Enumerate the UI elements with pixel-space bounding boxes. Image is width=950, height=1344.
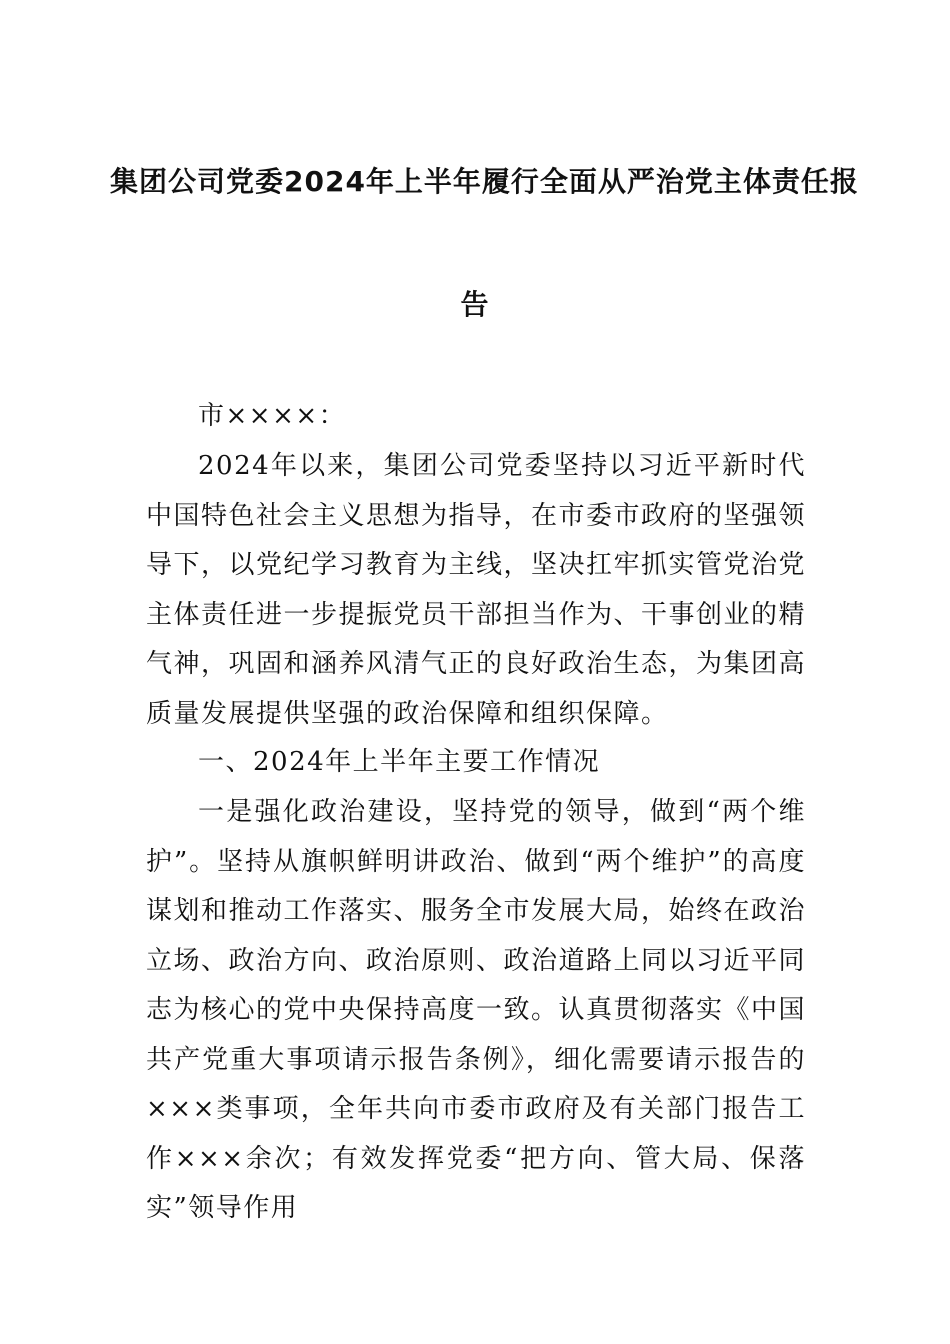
paragraph-political-building: 一是强化政治建设，坚持党的领导，做到“两个维护”。坚持从旗帜鲜明讲政治、做到“两个维护”的高度谋划和推动工作落实、服务全市发展大局，始终在政治立场、政治方向、政治原则、政治道路上同以习近平同志为核心的党中央保持高度一致。认真贯彻落实《中国共产党重大事项请示报告条例》，细化需要请示报告的×××类事项，全年共向市委市政府及有关部门报告工作×××余次；有效发挥党委“把方向、管大局、保落实”领导作用 xyxy=(146,797,807,1223)
salutation: 市××××： xyxy=(198,401,347,431)
paragraph-intro: 2024年以来，集团公司党委坚持以习近平新时代中国特色社会主义思想为指导，在市委市政府的坚强领导下，以党纪学习教育为主线，坚决扛牢抓实管党治党主体责任进一步提振党员干部担当作为、干事创业的精气神，巩固和涵养风清气正的良好政治生态，为集团高质量发展提供坚强的政治保障和组织保障。 xyxy=(146,451,807,729)
document-title-line1: 集团公司党委2024年上半年履行全面从严治党主体责任报 xyxy=(110,165,859,198)
document-title-line2: 告 xyxy=(460,288,490,321)
section-heading: 一、2024年上半年主要工作情况 xyxy=(198,747,601,777)
